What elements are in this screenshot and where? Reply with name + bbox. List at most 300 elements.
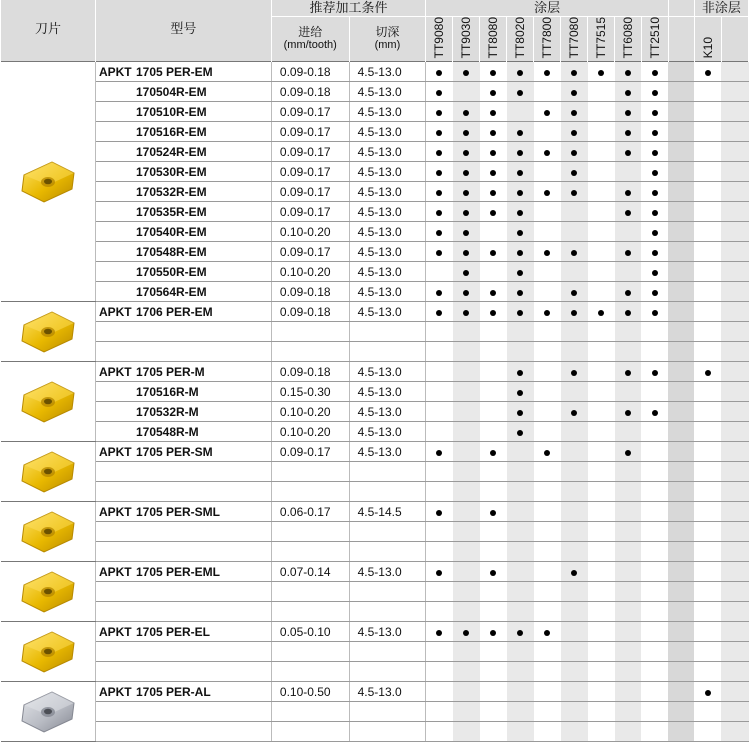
availability-dot	[544, 250, 550, 256]
grade-cell-tt7080	[561, 442, 588, 462]
grade-gap-cell	[668, 402, 694, 422]
grade-cell-tt7800	[534, 422, 561, 442]
grade-cell-k10	[694, 322, 721, 342]
header-conditions: 推荐加工条件	[271, 0, 425, 17]
grade-cell-tt9030	[453, 722, 480, 742]
grade-cell-tt7800	[534, 102, 561, 122]
availability-dot	[625, 250, 631, 256]
grade-cell-tt7800	[534, 62, 561, 82]
grade-cell-k10	[694, 602, 721, 622]
grade-cell-tt2510	[641, 662, 668, 682]
grade-cell-tt7515	[588, 442, 615, 462]
availability-dot	[571, 110, 577, 116]
grade-cell-blank	[721, 282, 748, 302]
grade-header-tt8080	[480, 17, 507, 62]
grade-cell-k10	[694, 702, 721, 722]
table-row	[1, 362, 749, 382]
table-row	[1, 242, 749, 262]
grade-cell-tt6080	[615, 302, 642, 322]
grade-cell-tt7800	[534, 602, 561, 622]
grade-cell-tt9030	[453, 442, 480, 462]
grade-cell-tt7080	[561, 342, 588, 362]
grade-cell-tt8080	[480, 662, 507, 682]
availability-dot	[490, 170, 496, 176]
grade-cell-tt6080	[615, 582, 642, 602]
grade-cell-tt6080	[615, 442, 642, 462]
grade-cell-tt9030	[453, 502, 480, 522]
feed-cell	[271, 342, 349, 362]
grade-cell-tt6080	[615, 402, 642, 422]
depth-cell: 4.5-13.0	[349, 362, 426, 382]
availability-dot	[571, 190, 577, 196]
grade-cell-tt7515	[588, 122, 615, 142]
grade-header-tt6080	[615, 17, 642, 62]
grade-cell-tt7080	[561, 82, 588, 102]
availability-dot	[463, 150, 469, 156]
header-coated: 涂层	[426, 0, 669, 17]
depth-cell	[349, 482, 426, 502]
table-row	[1, 122, 749, 142]
grade-cell-blank	[721, 162, 748, 182]
availability-dot	[571, 370, 577, 376]
grade-gap-cell	[668, 542, 694, 562]
header-feed	[271, 17, 349, 62]
model-number: 170540R-EM	[135, 224, 207, 239]
grade-cell-tt6080	[615, 162, 642, 182]
grade-cell-tt7800	[534, 162, 561, 182]
grade-cell-tt9030	[453, 682, 480, 702]
grade-cell-blank	[721, 242, 748, 262]
model-cell	[95, 62, 271, 82]
depth-cell: 4.5-13.0	[349, 202, 426, 222]
model-prefix: APKT	[98, 624, 132, 639]
grade-cell-tt7080	[561, 202, 588, 222]
grade-cell-tt7800	[534, 222, 561, 242]
grade-cell-tt8020	[507, 222, 534, 242]
grade-cell-tt6080	[615, 702, 642, 722]
grade-cell-k10	[694, 342, 721, 362]
depth-cell: 4.5-13.0	[349, 142, 426, 162]
grade-cell-tt2510	[641, 542, 668, 562]
model-prefix: APKT	[98, 64, 132, 79]
feed-cell: 0.10-0.20	[271, 402, 349, 422]
grade-cell-tt8020	[507, 442, 534, 462]
grade-cell-tt7515	[588, 462, 615, 482]
grade-cell-tt9080	[426, 602, 453, 622]
availability-dot	[490, 110, 496, 116]
grade-cell-tt9080	[426, 102, 453, 122]
grade-cell-tt8020	[507, 202, 534, 222]
grade-cell-tt7080	[561, 362, 588, 382]
grade-cell-tt9080	[426, 242, 453, 262]
grade-cell-tt9030	[453, 162, 480, 182]
grade-cell-tt6080	[615, 62, 642, 82]
grade-cell-tt6080	[615, 282, 642, 302]
availability-dot	[652, 90, 658, 96]
grade-cell-k10	[694, 642, 721, 662]
grade-cell-tt8020	[507, 162, 534, 182]
feed-cell: 0.09-0.18	[271, 302, 349, 322]
depth-cell	[349, 322, 426, 342]
grade-cell-tt7080	[561, 142, 588, 162]
grade-cell-tt7515	[588, 302, 615, 322]
feed-cell: 0.09-0.18	[271, 82, 349, 102]
grade-cell-tt7080	[561, 422, 588, 442]
grade-cell-tt8020	[507, 182, 534, 202]
header-feed-unit: (mm/tooth)	[283, 39, 337, 51]
grade-cell-tt7515	[588, 662, 615, 682]
grade-cell-tt8080	[480, 122, 507, 142]
availability-dot	[517, 130, 523, 136]
availability-dot	[517, 410, 523, 416]
insert-image-cell	[1, 562, 96, 622]
availability-dot	[463, 310, 469, 316]
grade-cell-tt2510	[641, 642, 668, 662]
depth-cell	[349, 522, 426, 542]
grade-cell-tt7515	[588, 82, 615, 102]
grade-cell-tt7080	[561, 302, 588, 322]
grade-cell-tt7080	[561, 622, 588, 642]
availability-dot	[517, 190, 523, 196]
depth-cell	[349, 662, 426, 682]
grade-cell-tt8080	[480, 502, 507, 522]
insert-image-gold	[18, 379, 78, 425]
model-number: 170548R-M	[135, 424, 199, 439]
grade-gap-cell	[668, 102, 694, 122]
header-feed-label: 进给	[298, 25, 323, 39]
availability-dot	[544, 70, 550, 76]
grade-cell-tt2510	[641, 682, 668, 702]
insert-image-cell	[1, 622, 96, 682]
grade-cell-tt6080	[615, 182, 642, 202]
table-row	[1, 582, 749, 602]
grade-cell-tt9080	[426, 642, 453, 662]
grade-cell-tt6080	[615, 542, 642, 562]
header-depth-label: 切深	[375, 25, 400, 39]
table-row	[1, 482, 749, 502]
grade-cell-tt8080	[480, 582, 507, 602]
grade-cell-tt8020	[507, 122, 534, 142]
grade-cell-tt9030	[453, 342, 480, 362]
grade-cell-tt2510	[641, 622, 668, 642]
grade-cell-tt7800	[534, 122, 561, 142]
grade-cell-tt6080	[615, 682, 642, 702]
grade-cell-tt6080	[615, 462, 642, 482]
grade-cell-tt7515	[588, 362, 615, 382]
grade-cell-tt7080	[561, 582, 588, 602]
grade-cell-tt8020	[507, 102, 534, 122]
grade-cell-blank	[721, 682, 748, 702]
grade-cell-k10	[694, 682, 721, 702]
grade-cell-tt7080	[561, 382, 588, 402]
grade-label: K10	[700, 36, 715, 58]
model-number: 1705 PER-SML	[135, 504, 220, 519]
grade-gap-cell	[668, 362, 694, 382]
model-cell	[95, 422, 271, 442]
grade-gap-cell	[668, 622, 694, 642]
availability-dot	[625, 210, 631, 216]
depth-cell: 4.5-13.0	[349, 122, 426, 142]
grade-cell-tt9030	[453, 462, 480, 482]
depth-cell: 4.5-13.0	[349, 382, 426, 402]
grade-cell-tt7800	[534, 642, 561, 662]
grade-cell-k10	[694, 522, 721, 542]
table-row	[1, 382, 749, 402]
grade-cell-blank	[721, 662, 748, 682]
grade-cell-tt7800	[534, 622, 561, 642]
model-prefix: APKT	[98, 444, 132, 459]
grade-cell-tt7800	[534, 542, 561, 562]
grade-cell-tt6080	[615, 382, 642, 402]
grade-cell-tt7800	[534, 462, 561, 482]
availability-dot	[436, 190, 442, 196]
model-cell	[95, 442, 271, 462]
grade-cell-tt9080	[426, 382, 453, 402]
availability-dot	[598, 310, 604, 316]
grade-cell-blank	[721, 362, 748, 382]
model-number: 170532R-EM	[135, 184, 207, 199]
grade-cell-tt6080	[615, 562, 642, 582]
grade-cell-tt8080	[480, 142, 507, 162]
table-row	[1, 402, 749, 422]
grade-cell-tt2510	[641, 522, 668, 542]
model-cell	[95, 522, 271, 542]
availability-dot	[463, 110, 469, 116]
grade-cell-tt7800	[534, 362, 561, 382]
grade-cell-tt9030	[453, 242, 480, 262]
availability-dot	[490, 150, 496, 156]
model-cell	[95, 322, 271, 342]
grade-cell-tt2510	[641, 402, 668, 422]
grade-cell-tt8080	[480, 402, 507, 422]
depth-cell: 4.5-13.0	[349, 402, 426, 422]
grade-cell-tt7515	[588, 582, 615, 602]
grade-cell-tt7800	[534, 402, 561, 422]
grade-cell-k10	[694, 162, 721, 182]
availability-dot	[652, 310, 658, 316]
table-row	[1, 522, 749, 542]
grade-cell-tt7515	[588, 482, 615, 502]
model-number: 170532R-M	[135, 404, 199, 419]
availability-dot	[436, 510, 442, 516]
feed-cell: 0.15-0.30	[271, 382, 349, 402]
depth-cell	[349, 722, 426, 742]
grade-cell-tt7515	[588, 522, 615, 542]
model-cell	[95, 622, 271, 642]
feed-cell: 0.09-0.17	[271, 122, 349, 142]
table-row	[1, 702, 749, 722]
availability-dot	[517, 250, 523, 256]
grade-cell-tt8020	[507, 622, 534, 642]
availability-dot	[652, 70, 658, 76]
model-prefix: APKT	[98, 364, 132, 379]
table-row	[1, 62, 749, 82]
grade-gap-cell	[668, 642, 694, 662]
feed-cell: 0.10-0.20	[271, 262, 349, 282]
model-number: 170516R-M	[135, 384, 199, 399]
grade-cell-tt7080	[561, 322, 588, 342]
grade-gap-cell	[668, 262, 694, 282]
grade-cell-tt6080	[615, 322, 642, 342]
availability-dot	[436, 170, 442, 176]
grade-cell-tt9080	[426, 582, 453, 602]
grade-cell-tt7800	[534, 262, 561, 282]
grade-cell-tt2510	[641, 322, 668, 342]
grade-cell-tt9030	[453, 262, 480, 282]
grade-cell-tt7080	[561, 122, 588, 142]
insert-image-cell	[1, 302, 96, 362]
table-row	[1, 602, 749, 622]
grade-cell-k10	[694, 402, 721, 422]
availability-dot	[571, 170, 577, 176]
grade-cell-k10	[694, 382, 721, 402]
grade-cell-k10	[694, 502, 721, 522]
feed-cell	[271, 482, 349, 502]
grade-cell-tt8080	[480, 262, 507, 282]
grade-gap-cell	[668, 662, 694, 682]
availability-dot	[436, 310, 442, 316]
grade-cell-tt7080	[561, 102, 588, 122]
grade-cell-tt7080	[561, 722, 588, 742]
availability-dot	[571, 250, 577, 256]
availability-dot	[544, 450, 550, 456]
grade-cell-tt9080	[426, 702, 453, 722]
header-uncoated: 非涂层	[694, 0, 748, 17]
model-cell	[95, 682, 271, 702]
grade-cell-tt9080	[426, 362, 453, 382]
insert-image-cell	[1, 502, 96, 562]
model-cell	[95, 562, 271, 582]
model-number: 170564R-EM	[135, 284, 207, 299]
grade-cell-tt7515	[588, 622, 615, 642]
feed-cell: 0.10-0.50	[271, 682, 349, 702]
grade-cell-tt9080	[426, 182, 453, 202]
model-cell	[95, 462, 271, 482]
availability-dot	[598, 70, 604, 76]
grade-cell-tt9030	[453, 142, 480, 162]
depth-cell: 4.5-13.0	[349, 222, 426, 242]
model-cell	[95, 102, 271, 122]
model-cell	[95, 602, 271, 622]
grade-cell-tt8080	[480, 182, 507, 202]
grade-cell-tt8020	[507, 682, 534, 702]
grade-cell-tt8080	[480, 462, 507, 482]
grade-cell-tt8080	[480, 382, 507, 402]
grade-cell-tt8080	[480, 362, 507, 382]
grade-cell-tt2510	[641, 602, 668, 622]
grade-cell-k10	[694, 462, 721, 482]
model-prefix: APKT	[98, 504, 132, 519]
availability-dot	[436, 250, 442, 256]
grade-cell-tt9080	[426, 522, 453, 542]
feed-cell: 0.09-0.17	[271, 162, 349, 182]
depth-cell: 4.5-13.0	[349, 302, 426, 322]
grade-cell-tt7515	[588, 62, 615, 82]
grade-cell-tt2510	[641, 722, 668, 742]
grade-cell-tt7080	[561, 222, 588, 242]
grade-cell-tt8080	[480, 682, 507, 702]
grade-cell-tt6080	[615, 642, 642, 662]
depth-cell: 4.5-13.0	[349, 562, 426, 582]
grade-cell-tt8080	[480, 602, 507, 622]
grade-cell-k10	[694, 622, 721, 642]
grade-cell-tt7080	[561, 642, 588, 662]
grade-cell-tt8020	[507, 362, 534, 382]
availability-dot	[436, 90, 442, 96]
grade-cell-tt8080	[480, 702, 507, 722]
header-gap	[668, 0, 694, 17]
grade-cell-tt9030	[453, 402, 480, 422]
depth-cell: 4.5-13.0	[349, 182, 426, 202]
header-depth	[349, 17, 426, 62]
grade-cell-blank	[721, 542, 748, 562]
grade-cell-tt7515	[588, 722, 615, 742]
depth-cell	[349, 702, 426, 722]
grade-gap-cell	[668, 422, 694, 442]
availability-dot	[463, 130, 469, 136]
table-row	[1, 142, 749, 162]
grade-cell-tt7515	[588, 162, 615, 182]
availability-dot	[652, 370, 658, 376]
grade-cell-tt2510	[641, 702, 668, 722]
feed-cell: 0.05-0.10	[271, 622, 349, 642]
header-depth-unit: (mm)	[374, 39, 401, 51]
model-number: 170504R-EM	[135, 84, 207, 99]
grade-cell-tt6080	[615, 242, 642, 262]
grade-cell-tt2510	[641, 262, 668, 282]
grade-cell-tt9030	[453, 302, 480, 322]
grade-cell-tt9030	[453, 322, 480, 342]
availability-dot	[490, 250, 496, 256]
grade-cell-tt9080	[426, 342, 453, 362]
grade-gap-cell	[668, 322, 694, 342]
grade-cell-tt2510	[641, 162, 668, 182]
grade-cell-k10	[694, 222, 721, 242]
availability-dot	[625, 410, 631, 416]
feed-cell: 0.09-0.17	[271, 442, 349, 462]
grade-cell-tt9080	[426, 442, 453, 462]
grade-cell-tt8020	[507, 582, 534, 602]
feed-cell: 0.09-0.18	[271, 62, 349, 82]
grade-cell-tt9030	[453, 362, 480, 382]
grade-cell-tt2510	[641, 182, 668, 202]
grade-cell-tt8080	[480, 282, 507, 302]
model-cell	[95, 662, 271, 682]
grade-cell-k10	[694, 262, 721, 282]
table-row	[1, 442, 749, 462]
grade-cell-tt2510	[641, 422, 668, 442]
grade-cell-tt7800	[534, 202, 561, 222]
grade-cell-tt7515	[588, 602, 615, 622]
table-row	[1, 642, 749, 662]
grade-cell-tt7800	[534, 502, 561, 522]
table-row	[1, 162, 749, 182]
grade-cell-tt6080	[615, 102, 642, 122]
grade-cell-tt7080	[561, 162, 588, 182]
feed-cell	[271, 642, 349, 662]
grade-label: TT6080	[621, 16, 635, 58]
availability-dot	[652, 110, 658, 116]
availability-dot	[571, 150, 577, 156]
availability-dot	[571, 310, 577, 316]
grade-cell-tt9030	[453, 62, 480, 82]
model-number: 1705 PER-AL	[135, 684, 211, 699]
availability-dot	[490, 190, 496, 196]
grade-cell-tt8020	[507, 642, 534, 662]
grade-cell-tt2510	[641, 142, 668, 162]
model-cell	[95, 182, 271, 202]
table-row	[1, 82, 749, 102]
